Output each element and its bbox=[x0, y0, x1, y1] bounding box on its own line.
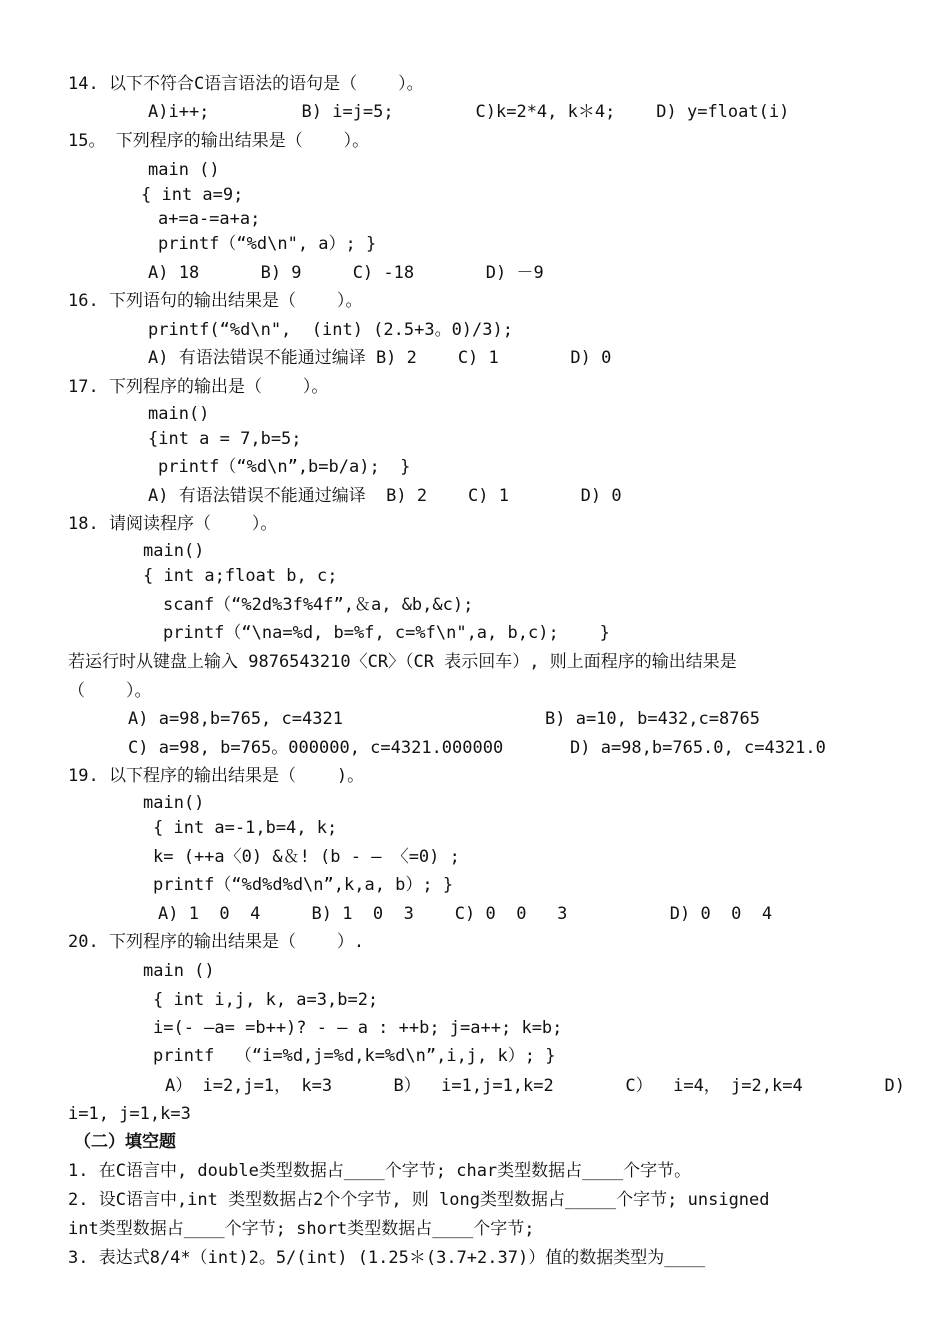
code-line: { int i,j, k, a=3,b=2; bbox=[153, 990, 379, 1010]
code-line: { int a=9; bbox=[141, 185, 244, 205]
code-line: main () bbox=[148, 160, 220, 180]
question-16: 16. 下列语句的输出结果是（ ）。 bbox=[68, 291, 363, 311]
question-18-option-b: B) a=10, b=432,c=8765 bbox=[545, 709, 760, 729]
question-14: 14. 以下不符合C语言语法的语句是（ ）。 bbox=[68, 74, 424, 94]
code-line: k= (++a〈0) &＆! (b - — 〈=0) ; bbox=[153, 847, 460, 867]
code-line: printf（“%d%d%d\n”,k,a, b）; } bbox=[153, 875, 454, 895]
code-line: { int a;float b, c; bbox=[143, 566, 338, 586]
fill-blank-3: 3. 表达式8/4*（int)2。5/(int) (1.25＊(3.7+2.37)）值的数据类型为____ bbox=[68, 1248, 706, 1268]
fill-blank-2: int类型数据占____个字节; short类型数据占____个字节; bbox=[68, 1219, 535, 1239]
code-line: i=(- —a= =b++)? - — a : ++b; j=a++; k=b; bbox=[153, 1018, 563, 1038]
question-17-options: A) 有语法错误不能通过编译 B) 2 C) 1 D) 0 bbox=[148, 486, 622, 506]
question-14-options: A)i++; B) i=j=5; C)k=2*4, k＊4; D) y=float(i) bbox=[148, 102, 790, 122]
code-line: main() bbox=[143, 541, 205, 561]
code-line: { int a=-1,b=4, k; bbox=[153, 818, 338, 838]
section-title-fill-blank: （二）填空题 bbox=[74, 1132, 176, 1152]
question-20-options: A） i=2,j=1， k=3 B） i=1,j=1,k=2 C） i=4， j=2,k=4 D) bbox=[165, 1076, 906, 1096]
question-18-option-d: D) a=98,b=765.0, c=4321.0 bbox=[570, 738, 826, 758]
question-18: 18. 请阅读程序（ ）。 bbox=[68, 514, 278, 534]
question-16-options: A) 有语法错误不能通过编译 B) 2 C) 1 D) 0 bbox=[148, 348, 612, 368]
question-20-options: i=1, j=1,k=3 bbox=[68, 1104, 191, 1124]
code-line: main () bbox=[143, 961, 215, 981]
code-line: main() bbox=[143, 793, 205, 813]
question-17: 17. 下列程序的输出是（ ）。 bbox=[68, 377, 329, 397]
code-line: printf（“\na=%d, b=%f, c=%f\n",a, b,c); } bbox=[163, 623, 610, 643]
code-line: {int a = 7,b=5; bbox=[148, 429, 302, 449]
code-line: printf(“%d\n", (int) (2.5+3。0)/3); bbox=[148, 320, 513, 340]
question-18-note: 若运行时从键盘上输入 9876543210〈CR〉（CR 表示回车）, 则上面程序的输出结果是 bbox=[68, 652, 737, 672]
question-20: 20. 下列程序的输出结果是（ ）. bbox=[68, 932, 365, 952]
fill-blank-1: 1. 在C语言中, double类型数据占____个字节; char类型数据占____个字节。 bbox=[68, 1161, 692, 1181]
code-line: printf （“i=%d,j=%d,k=%d\n”,i,j, k）; } bbox=[153, 1046, 556, 1066]
code-line: printf（“%d\n”,b=b/a); } bbox=[158, 457, 411, 477]
code-line: a+=a-=a+a; bbox=[158, 209, 261, 229]
question-18-option-a: A) a=98,b=765, c=4321 bbox=[128, 709, 343, 729]
code-line: main() bbox=[148, 404, 210, 424]
question-15: 15。 下列程序的输出结果是（ ）。 bbox=[68, 131, 370, 151]
fill-blank-2: 2. 设C语言中,int 类型数据占2个个字节, 则 long类型数据占_____个字节; unsigned bbox=[68, 1190, 770, 1210]
question-19-options: A) 1 0 4 B) 1 0 3 C) 0 0 3 D) 0 0 4 bbox=[158, 904, 773, 924]
code-line: printf（“%d\n", a）; } bbox=[158, 234, 377, 254]
question-19: 19. 以下程序的输出结果是（ )。 bbox=[68, 766, 365, 786]
question-15-options: A) 18 B) 9 C) -18 D) －9 bbox=[148, 263, 544, 283]
question-18-option-c: C) a=98, b=765。000000, c=4321.000000 bbox=[128, 738, 504, 758]
code-line: scanf（“%2d%3f%4f”,＆a, &b,&c); bbox=[163, 595, 474, 615]
question-18-note: （ ）。 bbox=[68, 681, 152, 701]
